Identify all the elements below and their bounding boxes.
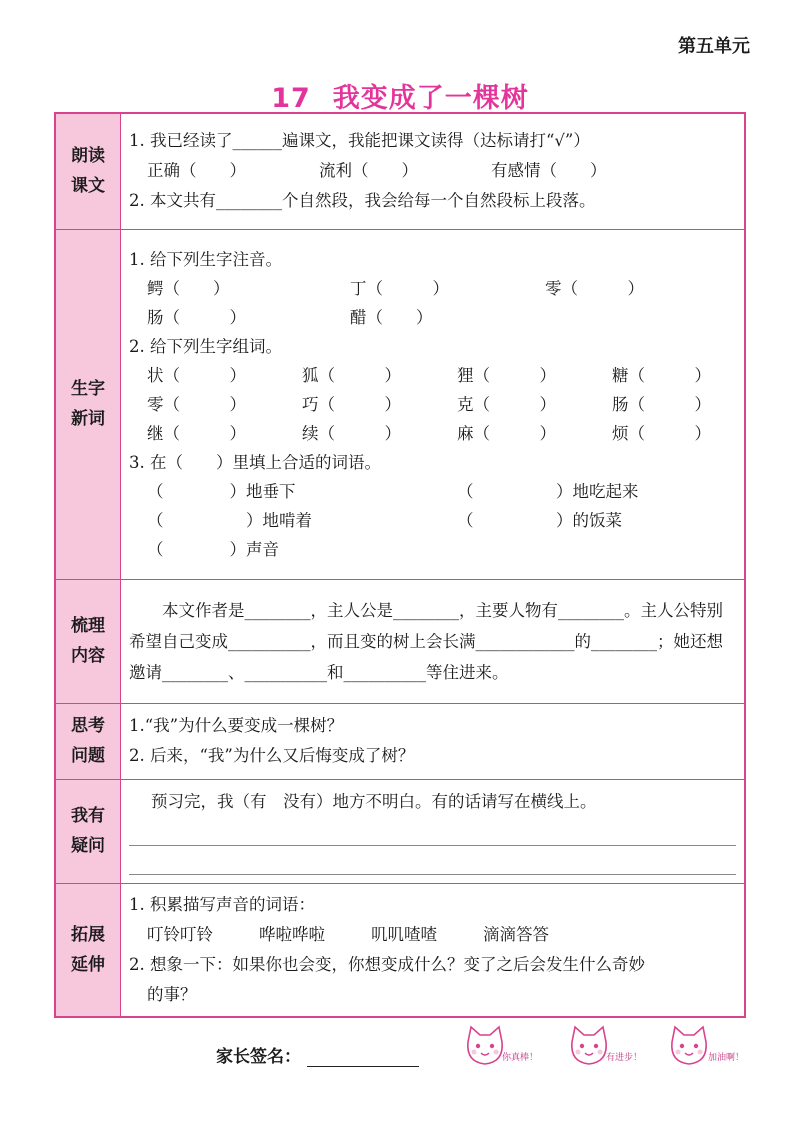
section-label bbox=[55, 703, 121, 779]
section-content bbox=[121, 883, 746, 1017]
signature-field[interactable] bbox=[307, 1048, 419, 1067]
section-label bbox=[55, 113, 121, 229]
pinyin-item[interactable]: 丁（ ） bbox=[350, 278, 449, 298]
label-line: 延伸 bbox=[71, 954, 105, 975]
answer-line[interactable] bbox=[129, 848, 736, 875]
section-content bbox=[121, 779, 746, 883]
pinyin-row bbox=[129, 274, 736, 303]
section-label bbox=[55, 229, 121, 579]
group-item[interactable]: 零（ ） bbox=[147, 394, 246, 414]
label-line: 拓展 bbox=[71, 924, 105, 945]
question-2: 2. 后来，“我”为什么又后悔变成了树？ bbox=[129, 746, 415, 765]
lesson-title bbox=[0, 76, 800, 115]
fill-row bbox=[129, 477, 736, 506]
question-1: 1. 我已经读了______遍课文，我能把课文读得（达标请打“√”） bbox=[129, 131, 590, 151]
label-line: 课文 bbox=[71, 176, 105, 197]
section-label bbox=[55, 779, 121, 883]
sound-word: 叽叽喳喳 bbox=[371, 924, 437, 944]
question-1: 1. 给下列生字注音。 bbox=[129, 249, 282, 269]
sticker-cat-1[interactable] bbox=[462, 1022, 539, 1072]
pinyin-item[interactable]: 零（ ） bbox=[545, 278, 644, 298]
option-correct[interactable]: 正确（ ） bbox=[147, 161, 246, 181]
section-content bbox=[121, 229, 746, 579]
group-item[interactable]: 狐（ ） bbox=[302, 365, 401, 385]
label-line: 我有 bbox=[71, 806, 105, 826]
section-content bbox=[121, 579, 746, 703]
section-extend bbox=[55, 883, 745, 1017]
question-1: 1.“我”为什么要变成一棵树？ bbox=[129, 716, 344, 735]
parent-sign-label: 家长签名： bbox=[216, 1047, 301, 1067]
group-item[interactable]: 烦（ ） bbox=[612, 423, 711, 443]
fill-item[interactable]: （ ）地垂下 bbox=[147, 481, 296, 501]
section-label bbox=[55, 579, 121, 703]
label-line: 问题 bbox=[71, 746, 105, 766]
pinyin-row bbox=[129, 303, 736, 332]
section-ask bbox=[55, 779, 745, 883]
sticker-caption: 加油啊！ bbox=[708, 1053, 745, 1063]
group-item[interactable]: 克（ ） bbox=[457, 394, 556, 414]
pinyin-item[interactable]: 肠（ ） bbox=[147, 307, 246, 327]
question-prompt: 预习完，我（有 没有）地方不明白。有的话请写在横线上。 bbox=[151, 792, 597, 811]
section-sort bbox=[55, 579, 745, 703]
fill-row bbox=[129, 535, 736, 564]
group-item[interactable]: 继（ ） bbox=[147, 423, 246, 443]
worksheet-table bbox=[54, 112, 746, 1018]
group-item[interactable]: 状（ ） bbox=[147, 365, 246, 385]
group-item[interactable]: 巧（ ） bbox=[302, 394, 401, 414]
question-2-cont: 的事？ bbox=[147, 984, 197, 1004]
question-1: 1. 积累描写声音的词语： bbox=[129, 894, 315, 914]
question-3: 3. 在（ ）里填上合适的词语。 bbox=[129, 452, 381, 472]
section-content bbox=[121, 703, 746, 779]
cat-face-icon bbox=[666, 1022, 712, 1068]
option-expressive[interactable]: 有感情（ ） bbox=[491, 161, 607, 181]
sticker-caption: 你真棒！ bbox=[502, 1053, 539, 1063]
group-item[interactable]: 肠（ ） bbox=[612, 394, 711, 414]
fill-item[interactable]: （ ）声音 bbox=[147, 539, 279, 559]
group-item[interactable]: 狸（ ） bbox=[457, 365, 556, 385]
sticker-cat-3[interactable] bbox=[666, 1022, 745, 1072]
sticker-caption: 有进步！ bbox=[606, 1053, 643, 1063]
question-2: 2. 给下列生字组词。 bbox=[129, 336, 282, 356]
sticker-cat-2[interactable] bbox=[566, 1022, 643, 1072]
question-2: 2. 想象一下：如果你也会变，你想变成什么？变了之后会发生什么奇妙 bbox=[129, 954, 645, 974]
label-line: 新词 bbox=[71, 409, 105, 429]
unit-label: 第五单元 bbox=[678, 36, 750, 57]
group-row bbox=[129, 361, 736, 390]
fill-item[interactable]: （ ）地吃起来 bbox=[457, 481, 639, 501]
sound-word: 哗啦哗啦 bbox=[259, 924, 325, 944]
group-row bbox=[129, 419, 736, 448]
pinyin-item[interactable]: 鳄（ ） bbox=[147, 278, 230, 298]
sound-words-row bbox=[129, 920, 736, 950]
options-row bbox=[129, 156, 736, 186]
label-line: 朗读 bbox=[71, 146, 105, 167]
sound-word: 滴滴答答 bbox=[483, 924, 549, 944]
label-line: 疑问 bbox=[71, 836, 105, 856]
group-item[interactable]: 麻（ ） bbox=[457, 423, 556, 443]
question-2: 2. 本文共有________个自然段，我会给每一个自然段标上段落。 bbox=[129, 191, 596, 211]
group-item[interactable]: 续（ ） bbox=[302, 423, 401, 443]
section-words bbox=[55, 229, 745, 579]
section-read bbox=[55, 113, 745, 229]
section-content bbox=[121, 113, 746, 229]
lesson-name: 我变成了一棵树 bbox=[332, 83, 529, 114]
lesson-number: 17 bbox=[271, 83, 311, 114]
pinyin-item[interactable]: 醋（ ） bbox=[350, 307, 433, 327]
label-line: 内容 bbox=[71, 646, 105, 666]
option-fluent[interactable]: 流利（ ） bbox=[319, 161, 418, 181]
label-line: 思考 bbox=[71, 716, 105, 736]
label-line: 梳理 bbox=[71, 616, 105, 636]
section-think bbox=[55, 703, 745, 779]
answer-line[interactable] bbox=[129, 819, 736, 846]
summary-paragraph[interactable]: 本文作者是________，主人公是________，主要人物有________。主人公特别希望自己变成__________，而且变的树上会长满____________的________；她还想邀请________、__________和__________等住进来。 bbox=[129, 600, 723, 682]
group-item[interactable]: 糖（ ） bbox=[612, 365, 711, 385]
parent-signature bbox=[216, 1042, 419, 1067]
fill-row bbox=[129, 506, 736, 535]
group-row bbox=[129, 390, 736, 419]
section-label bbox=[55, 883, 121, 1017]
sound-word: 叮铃叮铃 bbox=[147, 924, 213, 944]
fill-item[interactable]: （ ）的饭菜 bbox=[457, 510, 622, 530]
fill-item[interactable]: （ ）地啃着 bbox=[147, 510, 312, 530]
label-line: 生字 bbox=[71, 379, 105, 399]
